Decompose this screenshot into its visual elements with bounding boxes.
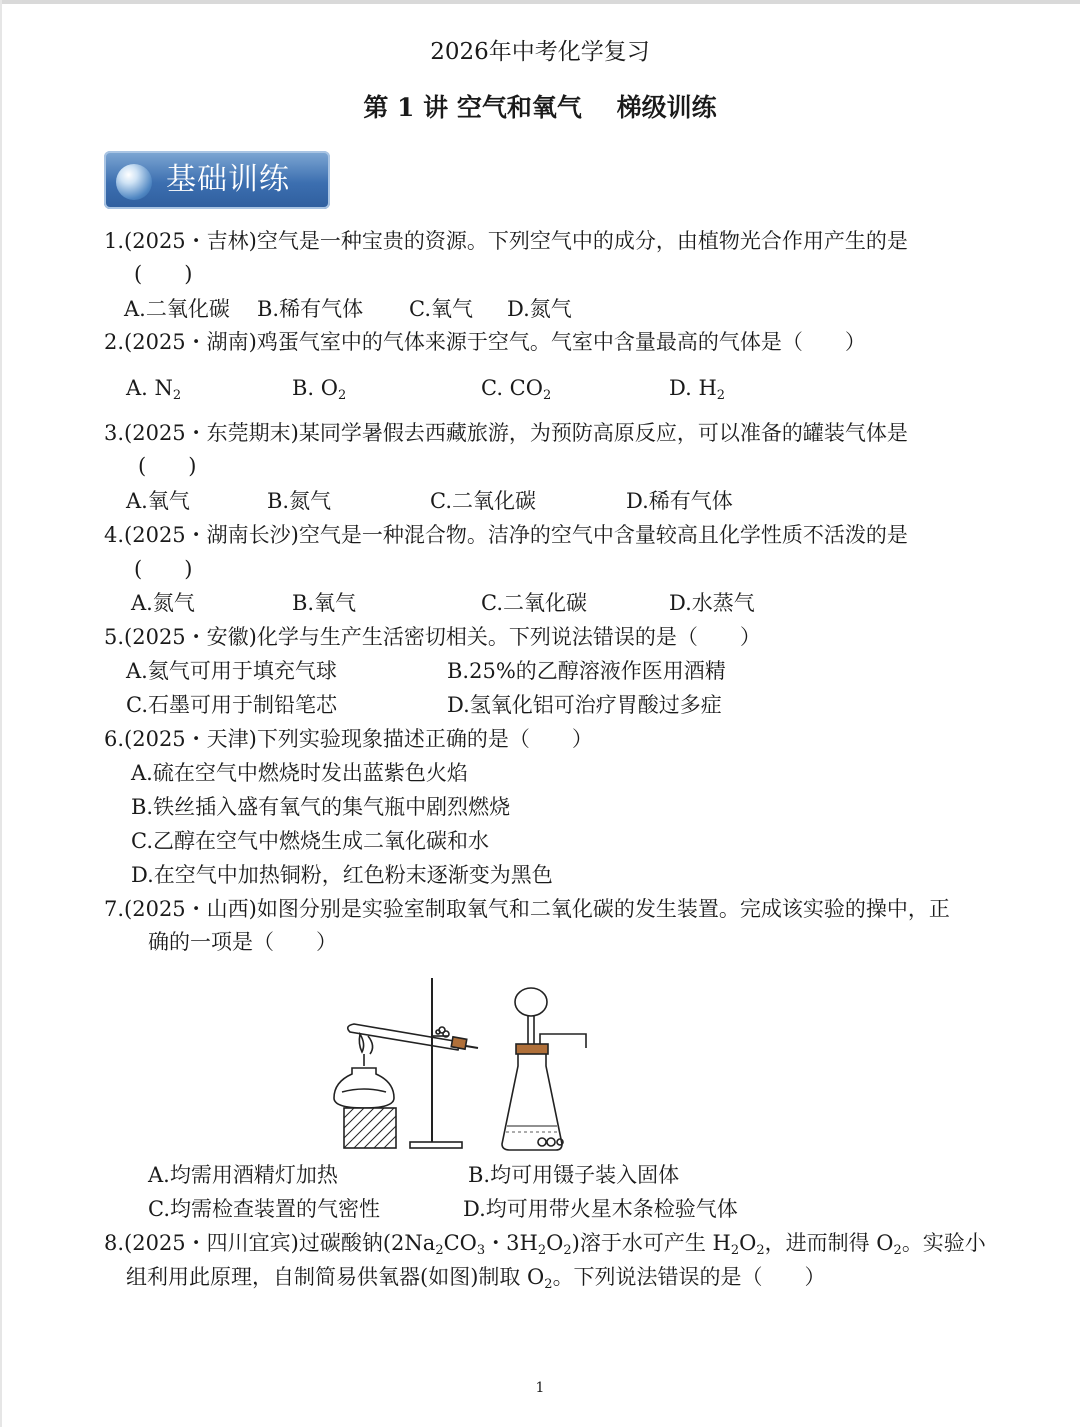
q2-option-b: B. $O_2$ [292,376,347,403]
q1-option-a: A.二氧化碳 [124,297,230,321]
q1-option-b: B.稀有气体 [257,297,364,321]
section-badge [104,151,330,209]
q4-stem: 4.(2025・湖南长沙)空气是一种混合物。洁净的空气中含量较高且化学性质不活泼的是 [104,523,908,547]
page-top-border [0,0,1080,4]
q2-option-a: A. $N_2$ [126,376,182,403]
q3-option-d: D.稀有气体 [626,489,733,513]
q3-option-a: A.氧气 [126,489,190,513]
page-left-border [0,0,2,1427]
document-title: 2026年中考化学复习 [430,39,650,65]
q2-option-c: C. $CO_2$ [481,376,552,403]
q5-option-d: D.氢氧化铝可治疗胃酸过多症 [447,693,722,717]
q6-option-d: D.在空气中加热铜粉，红色粉末逐渐变为黑色 [131,863,553,887]
q4-option-a: A.氮气 [131,591,195,615]
q5-option-b: B.25%的乙醇溶液作医用酒精 [447,659,726,683]
q1-stem: 1.(2025・吉林)空气是一种宝贵的资源。下列空气中的成分，由植物光合作用产生的是 [104,229,908,253]
q4-option-c: C.二氧化碳 [481,591,587,615]
q3-stem: 3.(2025・东莞期末)某同学暑假去西藏旅游，为预防高原反应，可以准备的罐装气体是 [104,421,908,445]
q5-option-c: C.石墨可用于制铅笔芯 [126,693,337,717]
droplet-orb-icon [116,164,152,200]
q7-stem-cont: 确的一项是（ ） [148,930,337,954]
q3-option-b: B.氮气 [267,489,332,513]
q7-option-a: A.均需用酒精灯加热 [148,1163,338,1187]
q6-option-a: A.硫在空气中燃烧时发出蓝紫色火焰 [131,761,468,785]
q1-answer-blank: ( ) [134,262,193,286]
q5-stem: 5.(2025・安徽)化学与生产生活密切相关。下列说法错误的是（ ） [104,625,761,649]
q7-stem: 7.(2025・山西)如图分别是实验室制取氧气和二氧化碳的发生装置。完成该实验的操中，正 [104,897,950,921]
lab-apparatus-figure [330,974,610,1162]
page-number: 1 [535,1380,545,1396]
section-badge-label: 基础训练 [166,162,290,197]
q1-option-d: D.氮气 [507,297,572,321]
lesson-subtitle: 第 1 讲 空气和氧气 梯级训练 [363,93,717,122]
q6-option-c: C.乙醇在空气中燃烧生成二氧化碳和水 [131,829,489,853]
q4-answer-blank: ( ) [134,557,193,581]
q7-option-d: D.均可用带火星木条检验气体 [463,1197,738,1221]
q8-stem-cont: 组利用此原理，自制简易供氧器(如图)制取 $O_2$。下列说法错误的是（ ） [126,1265,826,1292]
q8-stem: 8.(2025・四川宜宾)过碳酸钠($2Na_2CO_3$・$3H_2O_2$)溶于水可产生 $H_2O_2$，进而制得 $O_2$。实验小 [104,1231,986,1258]
q3-answer-blank: ( ) [138,454,197,478]
q1-option-c: C.氧气 [409,297,473,321]
q2-stem: 2.(2025・湖南)鸡蛋气室中的气体来源于空气。气室中含量最高的气体是（ ） [104,330,866,354]
q6-stem: 6.(2025・天津)下列实验现象描述正确的是（ ） [104,727,593,751]
q3-option-c: C.二氧化碳 [430,489,536,513]
heating-test-tube-apparatus [334,978,478,1148]
q2-option-d: D. $H_2$ [669,376,726,403]
q7-option-c: C.均需检查装置的气密性 [148,1197,380,1221]
q6-option-b: B.铁丝插入盛有氧气的集气瓶中剧烈燃烧 [131,795,511,819]
erlenmeyer-flask-apparatus [502,988,586,1150]
q5-option-a: A.氦气可用于填充气球 [126,659,337,683]
q4-option-b: B.氧气 [292,591,357,615]
q4-option-d: D.水蒸气 [669,591,755,615]
q7-option-b: B.均可用镊子装入固体 [468,1163,680,1187]
